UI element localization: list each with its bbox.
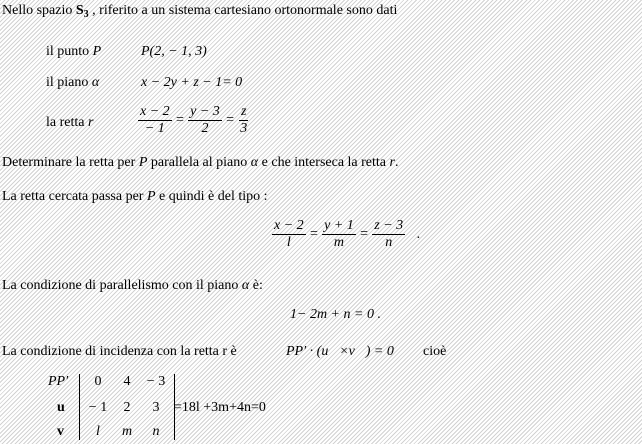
general-fraction-3: [372, 218, 405, 251]
problem-statement: [2, 155, 398, 171]
point-label-row: [46, 44, 101, 60]
problem-part1: Determinare la retta per: [2, 155, 139, 170]
line-name: r: [87, 115, 94, 130]
determinant: [40, 374, 300, 442]
fraction-denominator: 3: [240, 121, 248, 136]
incidence-equation: PP′ · (u⃗×v⃗) = 0: [286, 344, 394, 359]
problem-part4: .: [394, 155, 399, 170]
fraction-numerator: y + 1: [324, 218, 354, 233]
line-fraction-1: [138, 104, 172, 137]
problem-part2: parallela al piano: [147, 155, 251, 170]
line-fraction-2: [188, 104, 222, 137]
plane-label: il piano: [46, 75, 92, 90]
fraction-numerator: z − 3: [374, 218, 404, 233]
fraction-denominator: 2: [201, 121, 209, 136]
parallel-equation: 1− 2m + n = 0 .: [290, 307, 381, 322]
space-symbol: S: [75, 3, 84, 18]
determinant-left-bar: [79, 374, 80, 440]
solution-line-1: [2, 189, 268, 205]
intro-text-post: , riferito a un sistema cartesiano ortonormale sono dati: [88, 3, 398, 18]
matrix-cell: − 3: [146, 374, 166, 389]
matrix-cell: 3: [152, 400, 160, 415]
fraction-numerator: x − 2: [274, 218, 304, 233]
fraction-denominator: l: [286, 235, 291, 250]
point-label: il punto: [46, 44, 93, 59]
general-equation-end: .: [416, 226, 421, 242]
plane-name: α: [91, 75, 100, 90]
matrix-cell: 4: [123, 374, 131, 389]
parallel-part2: è:: [249, 278, 263, 293]
line-label-row: [46, 115, 93, 131]
general-fraction-2: [322, 218, 356, 251]
parallel-part1: La condizione di parallelismo con il piano: [2, 278, 242, 293]
row-label-pp: PP′: [48, 374, 69, 389]
line-label: la retta: [46, 115, 88, 130]
incidence-cioe: cioè: [423, 344, 447, 359]
row-label-v: v⃗: [57, 424, 75, 439]
problem-P: P: [138, 155, 148, 170]
general-line-equation: $\frac{x - 2}{l}$ = $\frac{y + 1}{m}$ = $\frac{z - 3}{n}$ .: [274, 218, 421, 250]
fraction-numerator: z: [241, 104, 247, 119]
plane-equation: x − 2y + z − 1= 0: [141, 75, 243, 90]
fraction-denominator: m: [333, 235, 345, 250]
plane-label-row: [46, 75, 99, 91]
matrix-cell: m: [121, 424, 133, 439]
matrix-cell: l: [96, 424, 100, 439]
fraction-numerator: y − 3: [190, 104, 220, 119]
intro-text-pre: Nello spazio: [2, 3, 76, 18]
parallel-alpha: α: [241, 278, 250, 293]
matrix-cell: 2: [123, 400, 131, 415]
determinant-result: =18l +3m+4n=0: [174, 400, 266, 415]
solution-line1-part2: e quindi è del tipo :: [155, 189, 268, 204]
point-name: P: [92, 44, 102, 59]
line-equation: $\frac{x - 2}{- 1}$ = $\frac{y - 3}{2}$ = $\frac{z}{3}$: [140, 104, 248, 136]
parallel-condition-text: [2, 278, 263, 294]
problem-alpha: α: [250, 155, 259, 170]
general-fraction-1: [272, 218, 306, 251]
row-label-u: u⃗: [57, 400, 76, 415]
problem-part3: e che interseca la retta: [258, 155, 390, 170]
solution-line1-P: P: [146, 189, 156, 204]
intro-line: [2, 3, 397, 20]
fraction-numerator: x − 2: [140, 104, 170, 119]
line-fraction-3: [238, 104, 249, 137]
matrix-cell: − 1: [88, 400, 108, 415]
matrix-cell: 0: [94, 374, 102, 389]
solution-line1-part1: La retta cercata passa per: [2, 189, 147, 204]
fraction-denominator: − 1: [144, 121, 165, 136]
space-index: 3: [83, 9, 89, 20]
problem-r: r: [389, 155, 395, 170]
fraction-denominator: n: [385, 235, 393, 250]
matrix-cell: n: [152, 424, 160, 439]
incidence-condition-text: La condizione di incidenza con la retta r è: [2, 344, 237, 359]
point-value: P(2, − 1, 3): [141, 44, 207, 59]
